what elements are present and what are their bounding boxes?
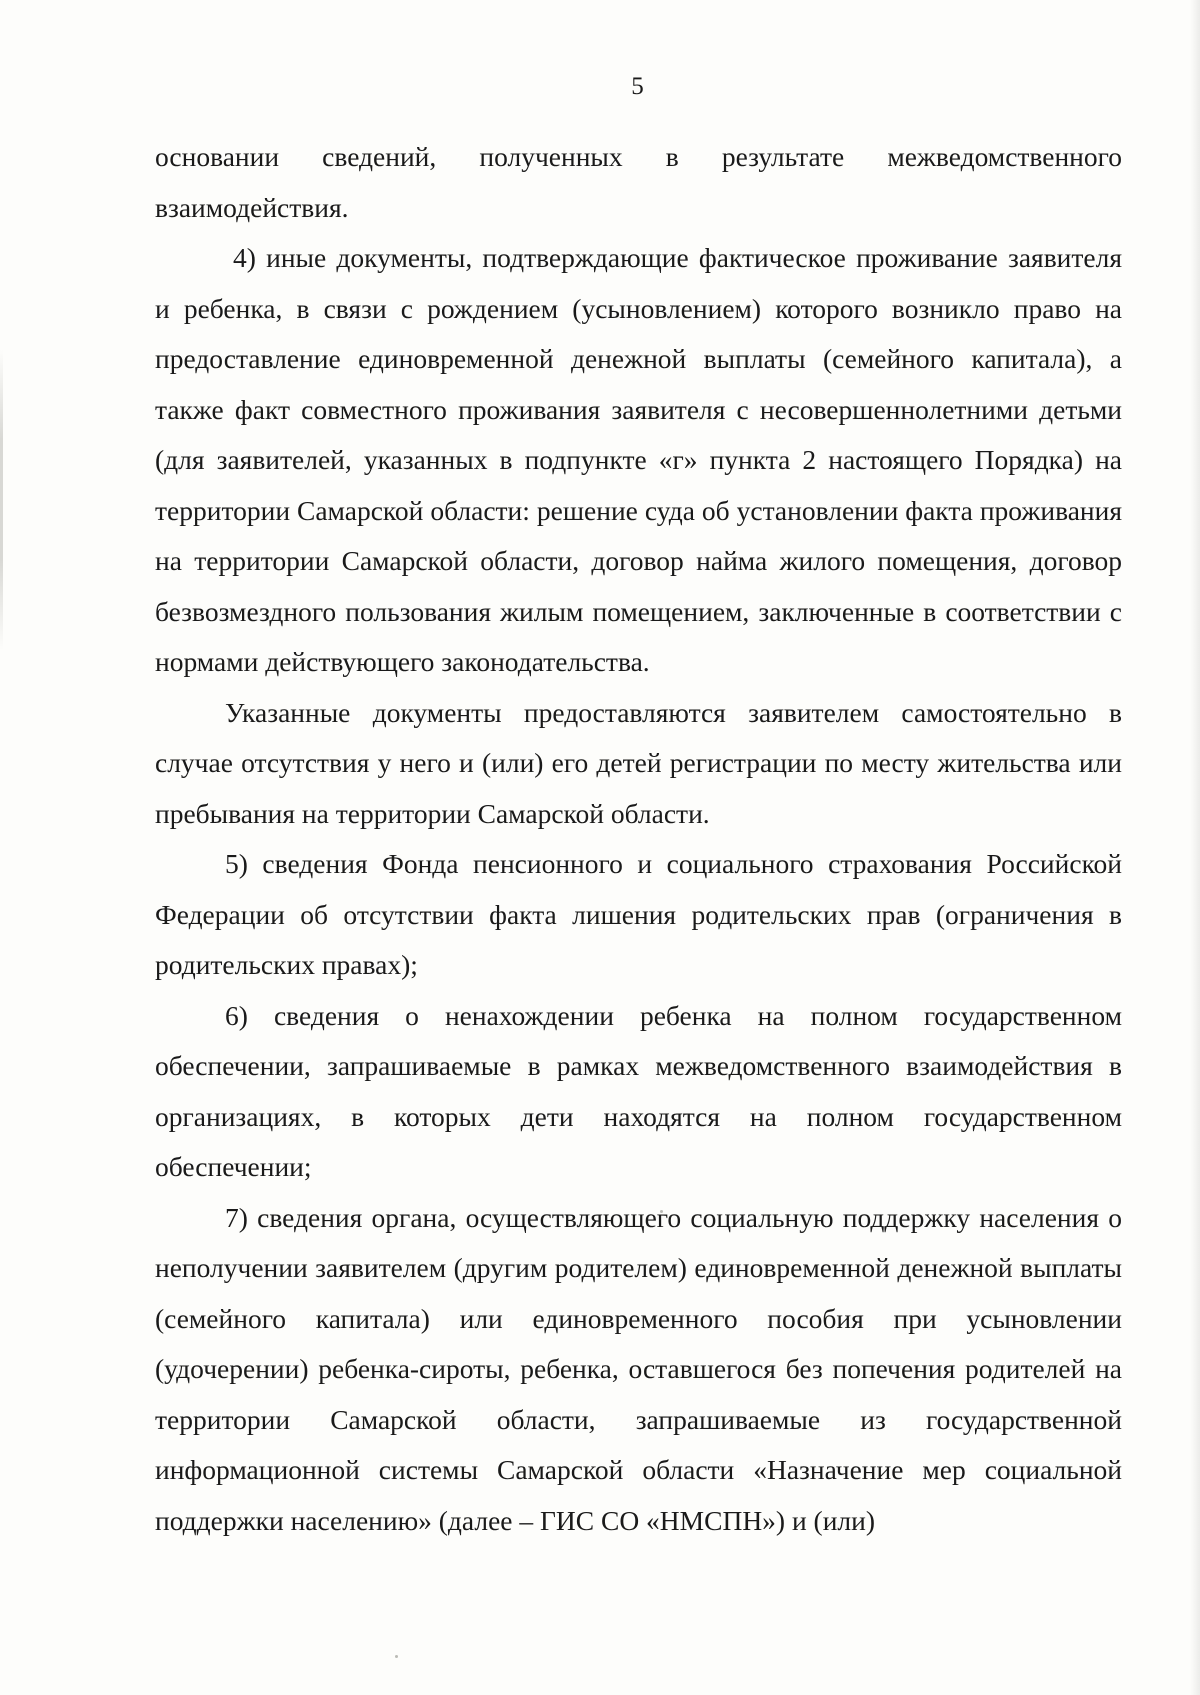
scan-speck xyxy=(395,1655,398,1658)
paragraph-note: Указанные документы предоставляются заявителем самостоятельно в случае отсутствия у него и (или) его детей регистрации по месту жительства или пребывания на территории Самарской области. xyxy=(155,696,1122,829)
paragraph-item-6: 6) сведения о ненахождении ребенка на полном государственном обеспечении, запрашиваемые в рамках межведомственного взаимодействия в организациях, в которых дети находятся на полном государственном обеспечении; xyxy=(155,999,1122,1182)
scan-shadow-right xyxy=(1190,0,1200,1695)
document-body xyxy=(155,132,1122,1546)
paragraph-item-4: 4) иные документы, подтверждающие фактическое проживание заявителя и ребенка, в связи с рождением (усыновлением) которого возникло право на предоставление единовременной денежной выплаты (семейного капитала), а также факт совместного проживания заявителя с несовершеннолетними детьми (для заявителей, указанных в подпункте «г» пункта 2 настоящего Порядка) на территории Самарской области: решение суда об установлении факта проживания на территории Самарской области, договор найма жилого помещения, договор безвозмездного пользования жилым помещением, заключенные в соответствии с нормами действующего законодательства. xyxy=(155,242,1122,677)
paragraph-item-7: 7) сведения органа, осуществляющего социальную поддержку населения о неполучении заявителем (другим родителем) единовременной денежной выплаты (семейного капитала) или единовременного пособия при усыновлении (удочерении) ребенка-сироты, ребенка, оставшегося без попечения родителей на территории Самарской области, запрашиваемые из государственной информационной системы Самарской области «Назначение мер социальной поддержки населению» (далее – ГИС СО «НМСПН») и (или) xyxy=(155,1201,1122,1536)
page-number: 5 xyxy=(631,73,644,100)
scan-shadow-left xyxy=(0,350,3,650)
paragraph-continuation: основании сведений, полученных в результате межведомственного взаимодействия. xyxy=(155,141,1122,223)
paragraph-item-5: 5) сведения Фонда пенсионного и социального страхования Российской Федерации об отсутствии факта лишения родительских прав (ограничения в родительских правах); xyxy=(155,848,1122,980)
